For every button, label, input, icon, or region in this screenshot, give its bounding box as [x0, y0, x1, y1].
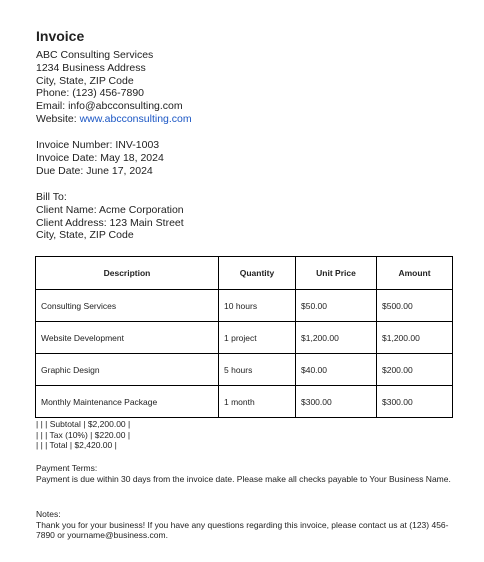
due-date: Due Date: June 17, 2024 — [36, 164, 153, 177]
table-row — [36, 354, 453, 386]
company-name: ABC Consulting Services — [36, 49, 154, 61]
cell-description: Website Development — [36, 322, 219, 354]
invoice-details — [36, 139, 164, 177]
website-link[interactable]: www.abcconsulting.com — [79, 112, 192, 125]
totals-section — [36, 419, 130, 451]
table-row — [36, 322, 453, 354]
cell-description: Monthly Maintenance Package — [36, 386, 219, 418]
cell-unit-price: $40.00 — [296, 354, 377, 386]
cell-quantity: 1 month — [219, 386, 296, 418]
cell-description: Graphic Design — [36, 354, 219, 386]
company-info — [36, 49, 192, 126]
company-city: City, State, ZIP Code — [36, 74, 134, 87]
table-header-row — [36, 257, 453, 290]
header-amount: Amount — [377, 257, 453, 290]
total-line: | | | Total | $2,420.00 | — [36, 440, 117, 450]
line-items-table — [35, 256, 453, 418]
payment-terms — [36, 463, 456, 484]
cell-quantity: 5 hours — [219, 354, 296, 386]
invoice-number: Invoice Number: INV-1003 — [36, 139, 160, 151]
notes-heading: Notes: — [36, 509, 61, 519]
header-description: Description — [36, 257, 219, 290]
bill-to-section — [36, 191, 184, 242]
cell-amount: $1,200.00 — [377, 322, 453, 354]
cell-amount: $500.00 — [377, 290, 453, 322]
table-row — [36, 290, 453, 322]
notes-text: Thank you for your business! If you have any questions regarding this invoice, please contact us at (123) 456-7890 or yourname@business.com. — [36, 519, 449, 540]
tax-line: | | | Tax (10%) | $220.00 | — [36, 429, 131, 440]
cell-quantity: 10 hours — [219, 290, 296, 322]
header-quantity: Quantity — [219, 257, 296, 290]
payment-terms-heading: Payment Terms: — [36, 463, 98, 473]
cell-unit-price: $1,200.00 — [296, 322, 377, 354]
bill-to-heading: Bill To: — [36, 191, 67, 203]
client-name: Client Name: Acme Corporation — [36, 203, 184, 216]
header-unit-price: Unit Price — [296, 257, 377, 290]
table-row — [36, 386, 453, 418]
cell-unit-price: $300.00 — [296, 386, 377, 418]
invoice-date: Invoice Date: May 18, 2024 — [36, 151, 164, 164]
company-email: Email: info@abcconsulting.com — [36, 100, 183, 113]
cell-amount: $200.00 — [377, 354, 453, 386]
cell-quantity: 1 project — [219, 322, 296, 354]
notes-section — [36, 509, 456, 541]
cell-unit-price: $50.00 — [296, 290, 377, 322]
invoice-title: Invoice — [36, 28, 85, 44]
company-phone: Phone: (123) 456-7890 — [36, 87, 144, 100]
company-address: 1234 Business Address — [36, 61, 146, 74]
subtotal-line: | | | Subtotal | $2,200.00 | — [36, 419, 131, 429]
payment-terms-text: Payment is due within 30 days from the invoice date. Please make all checks payable to Your Business Name. — [36, 473, 451, 484]
client-address: Client Address: 123 Main Street — [36, 216, 184, 229]
company-website — [36, 113, 192, 126]
website-label: Website: — [36, 112, 80, 125]
client-city: City, State, ZIP Code — [36, 229, 134, 242]
cell-amount: $300.00 — [377, 386, 453, 418]
cell-description: Consulting Services — [36, 290, 219, 322]
